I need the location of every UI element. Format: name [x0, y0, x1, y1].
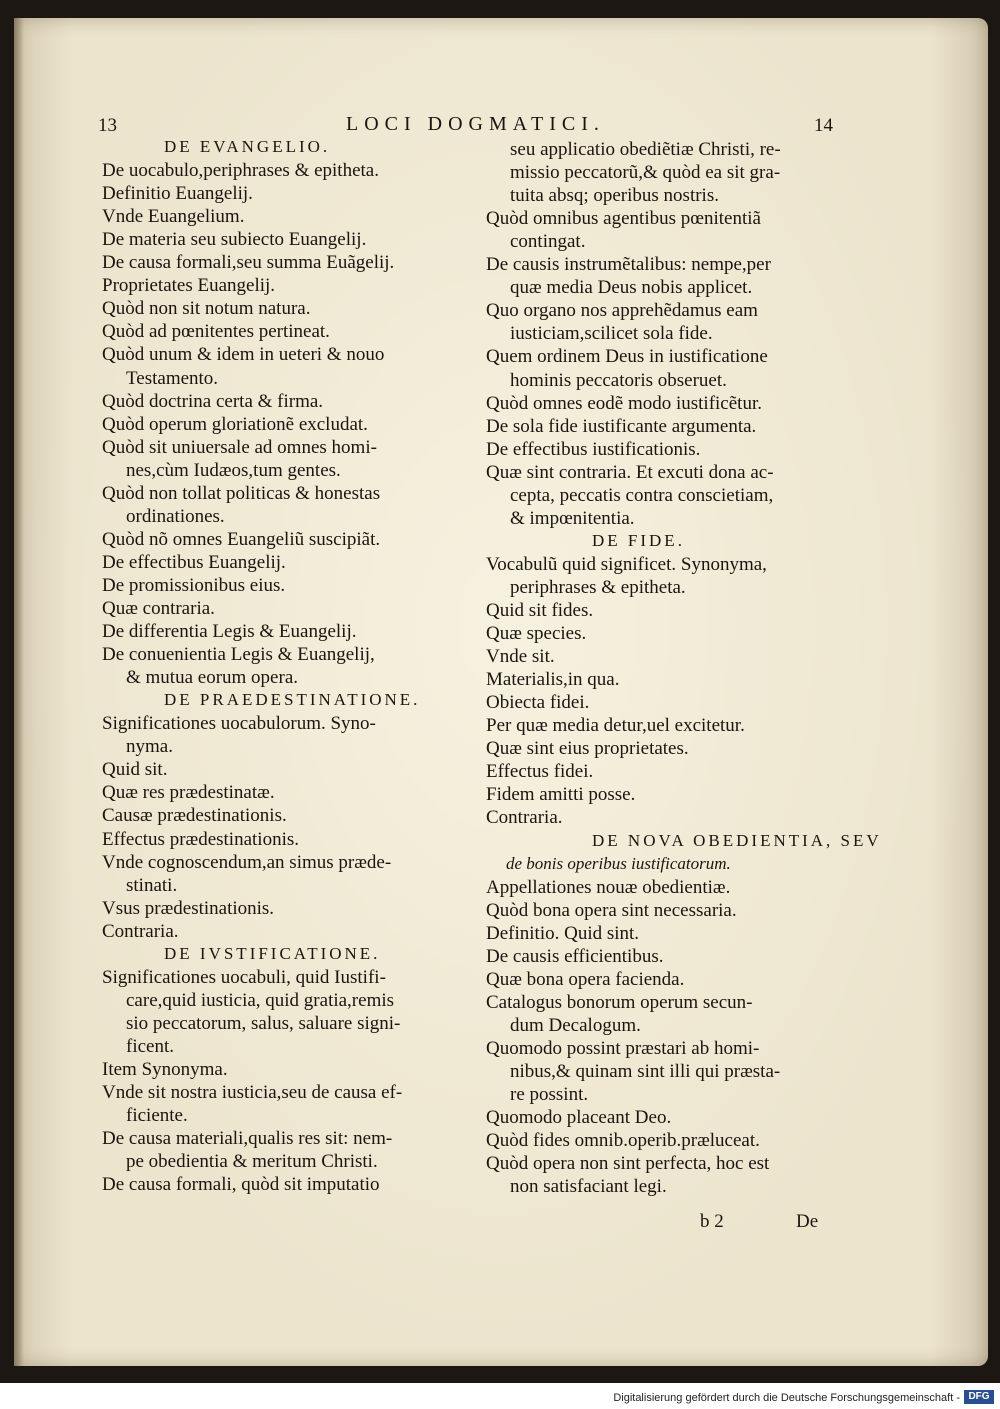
index-line: Quòd unum & idem in ueteri & nouo [102, 344, 385, 366]
index-line: De causa formali, quòd sit imputatio [102, 1174, 380, 1196]
index-line: de bonis operibus iustificatorum. [506, 853, 731, 873]
index-line: Vnde sit nostra iusticia,seu de causa ef- [102, 1082, 403, 1104]
section-heading: DE FIDE. [592, 530, 685, 550]
index-line: Quòd bona opera sint necessaria. [486, 899, 737, 921]
index-line: nyma. [126, 736, 173, 758]
index-line: sio peccatorum, salus, saluare signi- [126, 1012, 401, 1034]
index-line: nibus,& quinam sint illi qui præsta- [510, 1061, 781, 1082]
index-line: tuita absq; operibus nostris. [510, 185, 719, 207]
index-line: seu applicatio obediẽtiæ Christi, re- [510, 139, 781, 160]
index-line: hominis peccatoris obseruet. [510, 369, 727, 391]
index-line: Definitio. Quid sint. [486, 922, 640, 944]
index-line: Obiecta fidei. [486, 692, 590, 714]
section-heading: DE NOVA OBEDIENTIA, SEV [592, 830, 882, 850]
index-line: De conuenientia Legis & Euangelij, [102, 644, 375, 666]
index-line: Quæ species. [486, 623, 587, 645]
index-line: Fidem amitti posse. [486, 784, 636, 806]
index-line: Quæ sint eius proprietates. [486, 738, 689, 760]
index-line: Effectus fidei. [486, 761, 594, 783]
section-heading: DE EVANGELIO. [164, 137, 331, 156]
index-line: ordinationes. [126, 505, 225, 527]
index-line: De causa formali,seu summa Euãgelij. [102, 252, 395, 274]
index-line: Quòd non tollat politicas & honestas [102, 482, 381, 504]
index-line: De causis instrumẽtalibus: nempe,per [486, 254, 771, 276]
index-line: iusticiam,scilicet sola fide. [510, 323, 713, 345]
index-line: Quæ sint contraria. Et excuti dona ac- [486, 461, 774, 483]
index-line: Quòd nõ omnes Euangeliũ suscipiãt. [102, 528, 381, 550]
index-line: De sola fide iustificante argumenta. [486, 415, 757, 437]
index-line: re possint. [510, 1084, 589, 1106]
index-line: quæ media Deus nobis applicet. [510, 277, 753, 299]
index-line: Materialis,in qua. [486, 669, 620, 691]
index-line: Item Synonyma. [102, 1059, 228, 1080]
running-title: LOCI DOGMATICI. [346, 113, 605, 135]
index-line: Quòd fides omnib.operib.præluceat. [486, 1130, 760, 1152]
index-line: stinati. [126, 874, 178, 896]
index-line: Quæ contraria. [102, 598, 215, 619]
index-line: care,quid iusticia, quid gratia,remis [126, 989, 395, 1011]
index-line: Definitio Euangelij. [102, 183, 253, 205]
index-line: Effectus prædestinationis. [102, 828, 300, 850]
index-line: De materia seu subiecto Euangelij. [102, 229, 367, 251]
index-line: nes,cùm Iudæos,tum gentes. [126, 459, 341, 481]
index-line: Quæ bona opera facienda. [486, 968, 685, 990]
index-line: De causis efficientibus. [486, 945, 664, 967]
index-line: Per quæ media detur,uel excitetur. [486, 715, 745, 737]
page-gutter-shadow [14, 18, 24, 1366]
index-line: Quòd opera non sint perfecta, hoc est [486, 1153, 770, 1175]
index-line: De causa materiali,qualis res sit: nem- [102, 1128, 393, 1150]
index-line: contingat. [510, 231, 586, 253]
index-line: Quòd omnes eodẽ modo iustificẽtur. [486, 392, 762, 414]
index-line: Quem ordinem Deus in iustificatione [486, 346, 768, 368]
index-line: Quid sit. [102, 759, 168, 781]
index-line: non satisfaciant legi. [510, 1176, 667, 1198]
index-line: Quo organo nos apprehẽdamus eam [486, 300, 758, 322]
signature-mark: b 2 [700, 1211, 724, 1232]
index-line: & impœnitentia. [510, 507, 635, 529]
index-line: cepta, peccatis contra conscietiam, [510, 484, 774, 506]
index-line: Vnde sit. [486, 646, 555, 668]
index-line: Quòd sit uniuersale ad omnes homi- [102, 436, 377, 458]
section-heading: DE PRAEDESTINATIONE. [164, 690, 421, 710]
index-line: Quòd omnibus agentibus pœnitentiã [486, 208, 761, 230]
index-line: pe obedientia & meritum Christi. [126, 1151, 378, 1173]
index-line: Quòd doctrina certa & firma. [102, 390, 324, 412]
index-line: Vnde cognoscendum,an simus præde- [102, 851, 392, 873]
index-line: Quomodo possint præstari ab homi- [486, 1037, 760, 1059]
index-line: Vnde Euangelium. [102, 206, 245, 228]
dfg-logo: DFG [964, 1390, 994, 1404]
index-line: periphrases & epitheta. [510, 576, 686, 598]
index-line: ficent. [126, 1035, 175, 1057]
index-line: De promissionibus eius. [102, 574, 286, 596]
index-line: Quòd non sit notum natura. [102, 298, 311, 320]
section-heading: DE IVSTIFICATIONE. [164, 943, 381, 963]
index-line: Vocabulũ quid significet. Synonyma, [486, 553, 767, 575]
index-line: Significationes uocabulorum. Syno- [102, 713, 376, 735]
index-line: Contraria. [102, 920, 179, 942]
index-line: ficiente. [126, 1105, 188, 1127]
index-line: De differentia Legis & Euangelij. [102, 621, 357, 643]
index-line: Appellationes nouæ obedientiæ. [486, 876, 731, 898]
index-line: dum Decalogum. [510, 1014, 641, 1036]
index-line: De effectibus iustificationis. [486, 438, 701, 460]
index-line: Vsus prædestinationis. [102, 897, 275, 919]
index-line: Testamento. [126, 367, 219, 389]
page-number-right: 14 [814, 115, 833, 136]
catchword: De [796, 1211, 819, 1232]
index-line: missio peccatorũ,& quòd ea sit gra- [510, 162, 781, 184]
index-line: Significationes uocabuli, quid Iustifi- [102, 966, 386, 988]
index-line: Quòd ad pœnitentes pertineat. [102, 321, 330, 343]
index-line: & mutua eorum opera. [126, 667, 299, 689]
index-line: Quòd operum gloriationẽ excludat. [102, 413, 368, 435]
index-line: Catalogus bonorum operum secun- [486, 991, 753, 1013]
index-line: Quomodo placeant Deo. [486, 1107, 672, 1129]
index-line: Quid sit fides. [486, 600, 594, 621]
index-line: Causæ prædestinationis. [102, 805, 287, 827]
index-line: Contraria. [486, 807, 563, 829]
index-line: Proprietates Euangelij. [102, 275, 276, 297]
index-line: De effectibus Euangelij. [102, 551, 286, 573]
funding-notice: Digitalisierung gefördert durch die Deutsche Forschungsgemeinschaft - [613, 1392, 960, 1404]
page-number-left: 13 [98, 115, 117, 136]
index-line: De uocabulo,periphrases & epitheta. [102, 160, 379, 182]
index-line: Quæ res prædestinatæ. [102, 782, 275, 804]
